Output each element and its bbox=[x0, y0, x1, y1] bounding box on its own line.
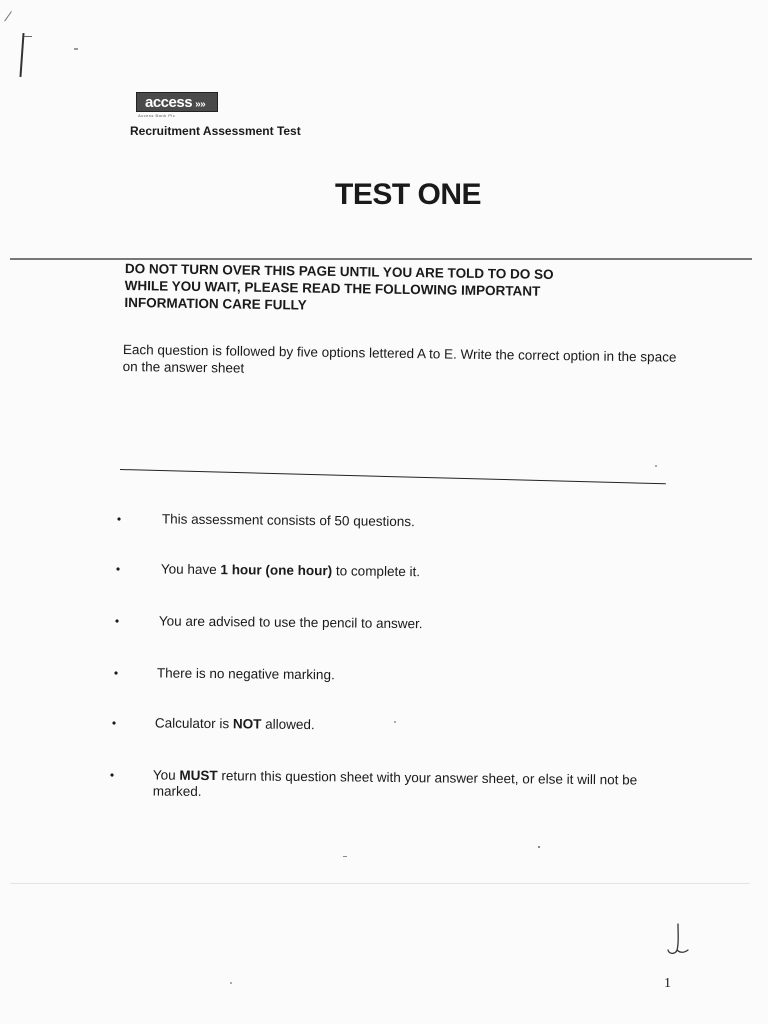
rule-text: You MUST return this question sheet with your answer sheet, or else it will not be marked. bbox=[152, 767, 638, 799]
scan-mark bbox=[24, 36, 32, 37]
access-logo bbox=[136, 92, 218, 112]
warning-line: INFORMATION CARE FULLY bbox=[124, 294, 307, 313]
rule-text: You are advised to use the pencil to answer. bbox=[158, 613, 423, 632]
rule-item bbox=[116, 561, 676, 583]
scan-artifact-line bbox=[10, 883, 750, 884]
logo-text: access bbox=[145, 94, 193, 111]
rule-text: Calculator is NOT allowed. bbox=[154, 715, 315, 733]
divider bbox=[120, 469, 666, 484]
bullet-icon: • bbox=[113, 665, 119, 681]
scan-speck bbox=[538, 846, 540, 848]
rule-item bbox=[114, 665, 674, 687]
rule-item bbox=[109, 767, 690, 799]
document-subtitle: Recruitment Assessment Test bbox=[130, 124, 301, 138]
rule-item bbox=[112, 715, 672, 737]
scan-mark bbox=[4, 11, 17, 25]
bullet-icon: • bbox=[109, 767, 115, 783]
warning-line: DO NOT TURN OVER THIS PAGE UNTIL YOU ARE TOLD TO DO SO bbox=[124, 260, 554, 282]
rule-text: You have 1 hour (one hour) to complete it. bbox=[160, 561, 421, 580]
page-number: 1 bbox=[664, 976, 671, 991]
rule-text: This assessment consists of 50 questions. bbox=[161, 511, 415, 530]
divider bbox=[10, 258, 752, 260]
page-title: TEST ONE bbox=[335, 178, 482, 211]
instructions-text: Each question is followed by five options lettered A to E. Write the correct option in the space on the answer sheet bbox=[122, 341, 677, 376]
scan-mark bbox=[19, 33, 24, 77]
handwritten-initial-icon bbox=[660, 920, 700, 960]
scan-speck bbox=[394, 721, 396, 723]
scan-speck bbox=[74, 48, 78, 50]
bullet-icon: • bbox=[116, 511, 122, 527]
scan-speck bbox=[655, 465, 657, 467]
warning-line: WHILE YOU WAIT, PLEASE READ THE FOLLOWING IMPORTANT bbox=[124, 277, 541, 299]
scan-speck bbox=[343, 856, 347, 857]
bullet-icon: • bbox=[115, 561, 121, 577]
scan-speck bbox=[230, 982, 232, 984]
logo-arrows-icon: »» bbox=[195, 99, 206, 110]
bullet-icon: • bbox=[111, 715, 117, 731]
rule-item bbox=[117, 511, 677, 533]
rule-text: There is no negative marking. bbox=[156, 665, 335, 683]
rule-item bbox=[115, 613, 675, 635]
warning-notice bbox=[124, 260, 625, 318]
logo-tagline: Access Bank Plc bbox=[138, 113, 176, 118]
bullet-icon: • bbox=[114, 613, 120, 629]
